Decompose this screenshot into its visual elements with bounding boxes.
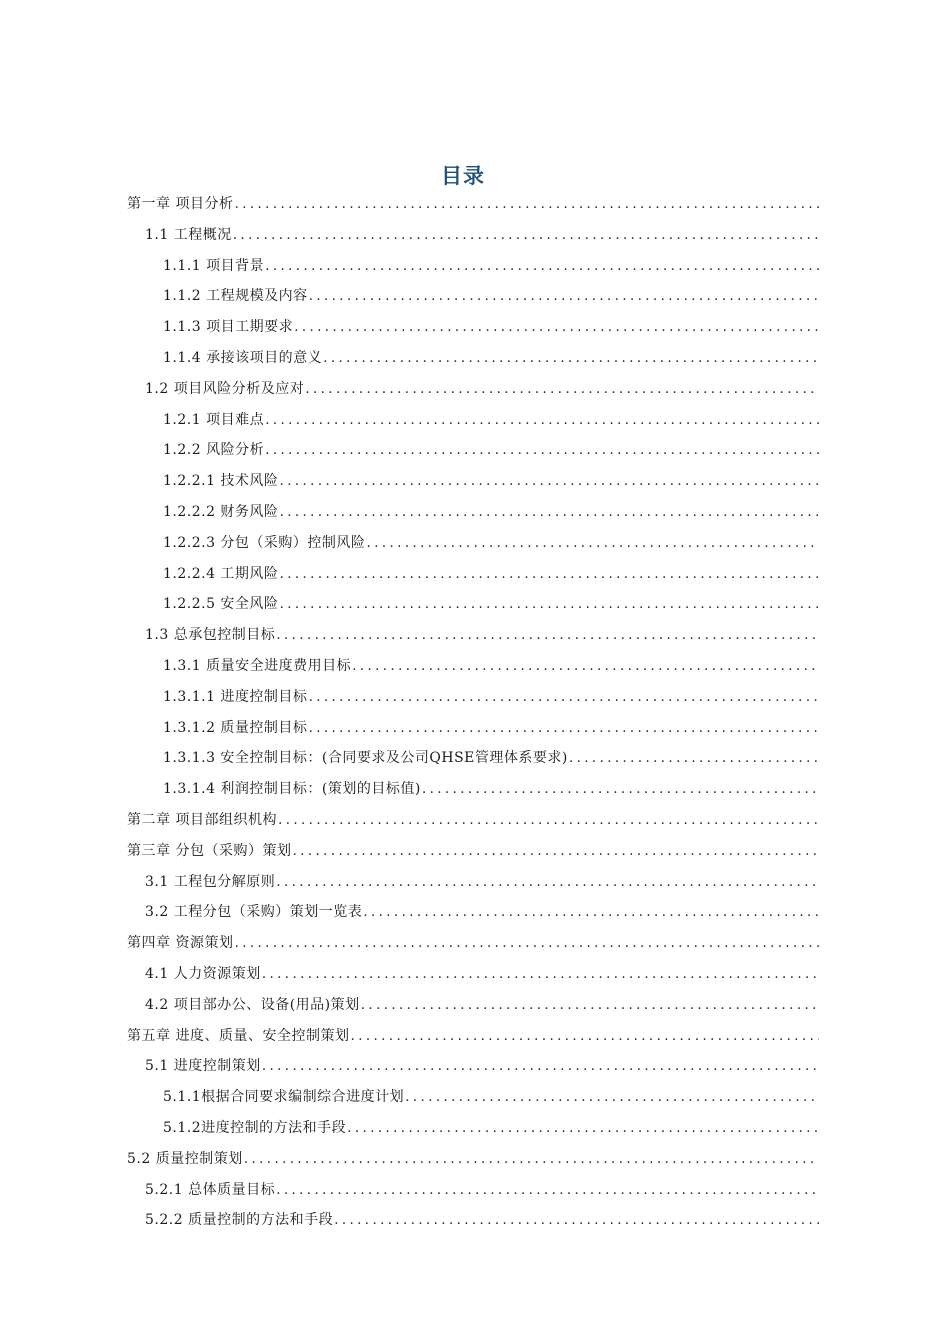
toc-dot-leader [234,194,819,214]
toc-entry-text: 1.3 总承包控制目标 [145,627,276,644]
toc-entry[interactable] [127,718,819,749]
toc-entry-text: 1.1 工程概况 [145,226,232,243]
toc-entry[interactable] [127,1180,819,1211]
toc-dot-leader [262,964,819,984]
toc-entry-text: 1.3.1.2 质量控制目标 [163,719,308,736]
toc-dot-leader [347,1118,819,1138]
toc-dot-leader [309,286,819,306]
toc-dot-leader [244,1149,819,1169]
toc-entry-text: 1.2.2.2 财务风险 [163,503,279,520]
toc-entry[interactable] [127,286,819,317]
toc-entry-text: 1.2.1 项目难点 [163,411,265,428]
toc-entry[interactable] [127,379,819,410]
toc-entry[interactable] [127,625,819,656]
toc-entry-text: 1.3.1.1 进度控制目标 [163,688,308,705]
toc-entry[interactable] [127,440,819,471]
toc-entry[interactable] [127,564,819,595]
toc-entry[interactable] [127,964,819,995]
toc-entry[interactable] [127,502,819,533]
toc-entry-text: 1.2.2 风险分析 [163,442,265,459]
toc-dot-leader [234,933,819,953]
toc-entry-text: 1.1.2 工程规模及内容 [163,288,308,305]
toc-entry-text: 4.1 人力资源策划 [145,965,261,982]
toc-dot-leader [279,502,819,522]
toc-entry[interactable] [127,810,819,841]
toc-dot-leader [361,995,819,1015]
toc-entry[interactable] [127,1118,819,1149]
toc-entry-text: 5.1.1根据合同要求编制综合进度计划 [163,1089,405,1106]
toc-dot-leader [305,379,819,399]
toc-dot-leader [265,256,819,276]
toc-dot-leader [366,533,819,553]
toc-entry-text: 1.2.2.1 技术风险 [163,473,279,490]
toc-entry[interactable] [127,348,819,379]
toc-dot-leader [569,748,819,768]
toc-entry[interactable] [127,471,819,502]
toc-entry-text: 1.1.4 承接该项目的意义 [163,349,323,366]
toc-entry-text: 3.2 工程分包（采购）策划一览表 [145,904,363,921]
toc-entry[interactable] [127,533,819,564]
toc-entry[interactable] [127,748,819,779]
toc-dot-leader [276,625,819,645]
toc-entry[interactable] [127,933,819,964]
toc-entry[interactable] [127,225,819,256]
toc-entry[interactable] [127,1056,819,1087]
toc-entry-text: 1.1.1 项目背景 [163,257,265,274]
toc-entry-text: 第二章 项目部组织机构 [127,811,277,828]
toc-dot-leader [422,779,819,799]
toc-entry-text: 1.2.2.5 安全风险 [163,596,279,613]
toc-entry[interactable] [127,872,819,903]
toc-entry-text: 1.1.3 项目工期要求 [163,319,294,336]
toc-dot-leader [262,1056,819,1076]
toc-entry-text: 5.1.2进度控制的方法和手段 [163,1119,347,1136]
toc-entry[interactable] [127,194,819,225]
toc-dot-leader [233,225,819,245]
toc-entry[interactable] [127,841,819,872]
toc-entry-text: 1.3.1.4 利润控制目标：(策划的目标值) [163,781,421,798]
toc-entry[interactable] [127,594,819,625]
toc-entry[interactable] [127,317,819,348]
toc-dot-leader [308,718,819,738]
toc-entry[interactable] [127,1087,819,1118]
toc-dot-leader [350,1026,819,1046]
toc-dot-leader [292,841,819,861]
toc-dot-leader [265,410,819,430]
toc-dot-leader [278,810,819,830]
toc-entry[interactable] [127,687,819,718]
toc-dot-leader [279,594,819,614]
toc-entry-text: 1.2.2.4 工期风险 [163,565,279,582]
toc-entry-text: 1.2 项目风险分析及应对 [145,380,305,397]
toc-entry[interactable] [127,902,819,933]
toc-entry-text: 第三章 分包（采购）策划 [127,842,292,859]
toc-entry-text: 第一章 项目分析 [127,196,234,212]
toc-entry-text: 1.3.1.3 安全控制目标：(合同要求及公司QHSE管理体系要求) [163,750,568,767]
toc-entry-text: 3.1 工程包分解原则 [145,873,276,890]
toc-entry-text: 5.2 质量控制策划 [127,1150,243,1167]
toc-dot-leader [363,902,819,922]
toc-dot-leader [265,440,819,460]
toc-entry-text: 1.3.1 质量安全进度费用目标 [163,657,352,674]
toc-entry-text: 第五章 进度、质量、安全控制策划 [127,1027,350,1044]
toc-entry-text: 5.1 进度控制策划 [145,1058,261,1075]
toc-dot-leader [276,1180,819,1200]
toc-dot-leader [308,687,819,707]
toc-dot-leader [294,317,819,337]
toc-entry[interactable] [127,410,819,441]
toc-entry-text: 5.2.2 质量控制的方法和手段 [145,1212,334,1229]
toc-entry[interactable] [127,1026,819,1057]
toc-dot-leader [279,471,819,491]
toc-dot-leader [323,348,819,368]
toc-entry-text: 5.2.1 总体质量目标 [145,1181,276,1198]
toc-entry-text: 第四章 资源策划 [127,935,234,952]
toc-dot-leader [334,1210,819,1230]
toc-entry-text: 4.2 项目部办公、设备(用品)策划 [145,996,360,1013]
toc-dot-leader [352,656,819,676]
toc-entry[interactable] [127,779,819,810]
toc-list [127,194,819,1241]
toc-entry[interactable] [127,656,819,687]
toc-entry[interactable] [127,256,819,287]
toc-entry-text: 1.2.2.3 分包（采购）控制风险 [163,534,366,551]
toc-dot-leader [405,1087,819,1107]
toc-entry[interactable] [127,1149,819,1180]
toc-entry[interactable] [127,995,819,1026]
toc-title: 目录 [441,164,485,188]
toc-dot-leader [279,564,819,584]
toc-entry[interactable] [127,1210,819,1241]
toc-dot-leader [276,872,819,892]
